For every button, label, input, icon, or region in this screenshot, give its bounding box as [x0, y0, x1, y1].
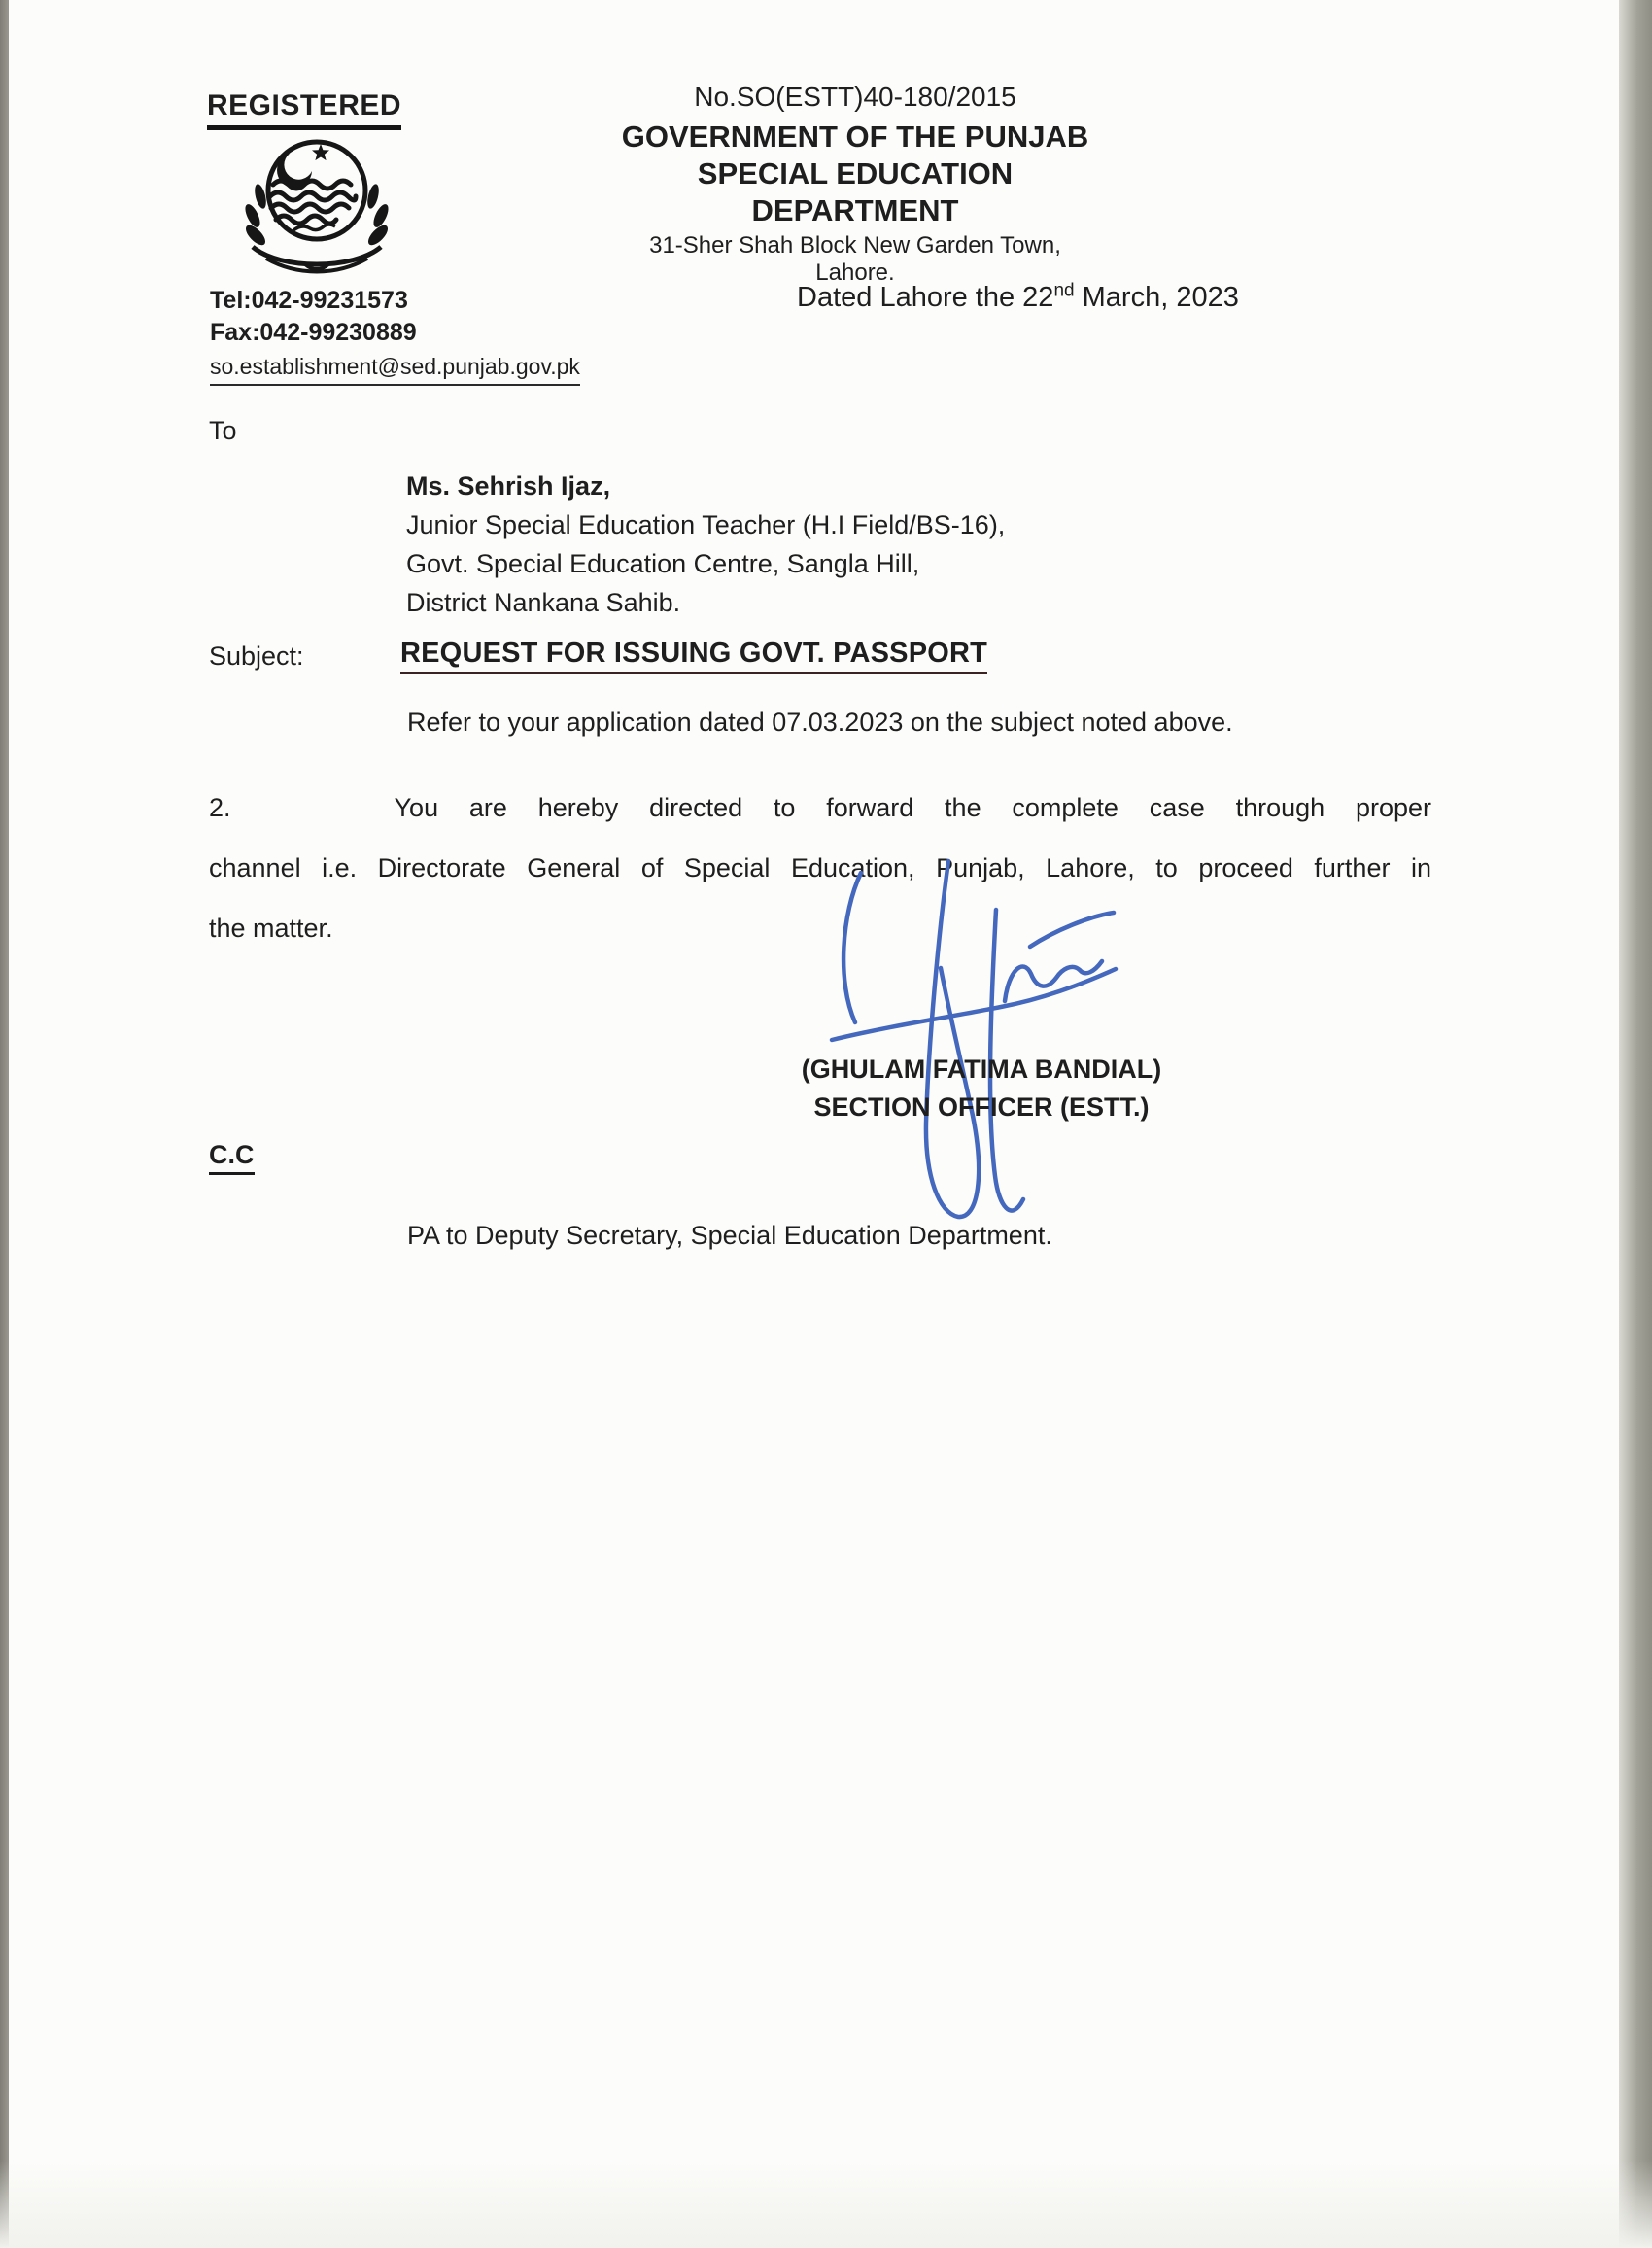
cc-recipient: PA to Deputy Secretary, Special Education Department.: [407, 1221, 1052, 1250]
date-ordinal: nd: [1053, 280, 1075, 301]
date-text: Dated Lahore the 22: [797, 282, 1054, 313]
scan-edge-right: [1619, 0, 1652, 2248]
registered-label: REGISTERED: [207, 89, 401, 130]
to-label: To: [209, 416, 237, 445]
subject-text: REQUEST FOR ISSUING GOVT. PASSPORT: [400, 638, 987, 674]
paragraph-line-1-text: You are hereby directed to forward the complete case through proper: [394, 793, 1431, 822]
reference-line: Refer to your application dated 07.03.2023 on the subject noted above.: [407, 708, 1233, 737]
recipient-institution: Govt. Special Education Centre, Sangla Hill,: [406, 549, 920, 578]
email-address: so.establishment@sed.punjab.gov.pk: [210, 351, 580, 386]
scan-edge-left: [0, 0, 9, 2248]
reference-number: No.SO(ESTT)40-180/2015: [694, 82, 1016, 112]
department-header: [612, 82, 1098, 287]
tel-line: Tel:042-99231573: [210, 287, 408, 314]
handwritten-signature-ink: [805, 853, 1130, 1242]
contact-block: [210, 285, 580, 386]
punjab-government-crest-icon: [220, 126, 414, 287]
recipient-district: District Nankana Sahib.: [406, 588, 681, 617]
cc-label: C.C: [209, 1140, 255, 1175]
department-address: 31-Sher Shah Block New Garden Town, Lahore.: [649, 232, 1061, 286]
subject-label: Subject:: [209, 641, 304, 671]
recipient-address-block: [406, 467, 1005, 622]
paragraph-number: 2.: [209, 793, 231, 822]
date-rest: March, 2023: [1074, 282, 1239, 313]
government-line: GOVERNMENT OF THE PUNJAB: [621, 120, 1089, 154]
recipient-name: Ms. Sehrish Ijaz,: [406, 471, 611, 501]
paragraph-line-2: channel i.e. Directorate General of Special Education, Punjab, Lahore, to proceed further in: [209, 853, 1431, 882]
paragraph-line-3: the matter.: [209, 914, 333, 943]
signatory-title: SECTION OFFICER (ESTT.): [813, 1092, 1150, 1122]
scan-bottom-shade: [0, 2161, 1652, 2248]
signatory-name: (GHULAM FATIMA BANDIAL): [801, 1055, 1162, 1084]
paragraph-line-1: [209, 778, 1431, 838]
recipient-designation: Junior Special Education Teacher (H.I Field/BS-16),: [406, 510, 1006, 539]
date-line: [797, 282, 1239, 314]
department-line: SPECIAL EDUCATION DEPARTMENT: [697, 156, 1014, 227]
fax-line: Fax:042-99230889: [210, 319, 417, 346]
